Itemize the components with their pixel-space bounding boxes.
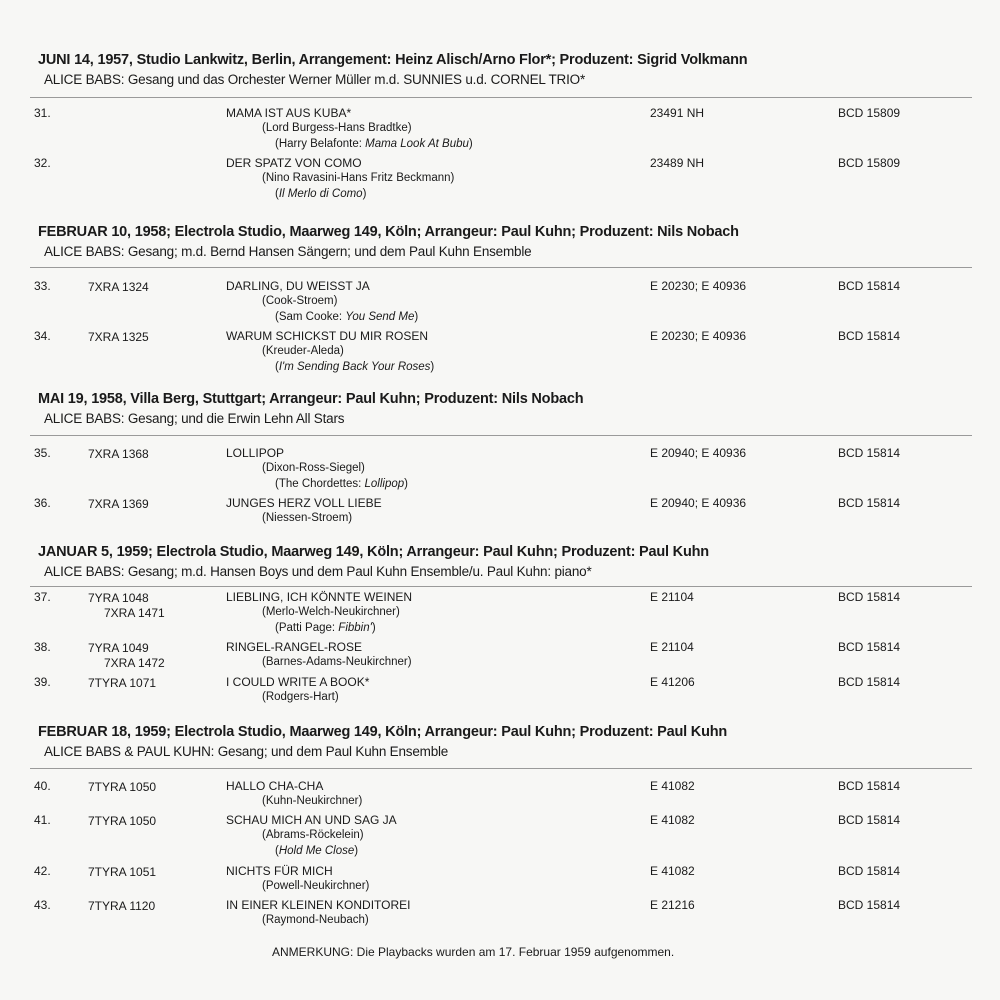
track-composers: (Cook-Stroem): [262, 295, 338, 307]
track-composers: (Rodgers-Hart): [262, 691, 339, 703]
track-row: [0, 446, 1000, 490]
track-catalog: 23489 NH: [650, 156, 705, 170]
track-original: (Il Merlo di Como): [275, 188, 367, 200]
track-number: 39.: [34, 675, 51, 689]
session-heading: FEBRUAR 10, 1958; Electrola Studio, Maarweg 149, Köln; Arrangeur: Paul Kuhn; Produzent: Nils Nobach: [38, 224, 739, 240]
track-original: (Patti Page: Fibbin'): [275, 622, 376, 634]
track-number: 41.: [34, 813, 51, 827]
track-composers: (Kuhn-Neukirchner): [262, 795, 363, 807]
track-matrix: 7TYRA 1050: [88, 814, 157, 828]
track-title: I COULD WRITE A BOOK*: [226, 675, 370, 689]
session-heading: JUNI 14, 1957, Studio Lankwitz, Berlin, Arrangement: Heinz Alisch/Arno Flor*; Produzent: Sigrid Volkmann: [38, 52, 748, 68]
track-matrix: 7TYRA 1120: [88, 899, 156, 913]
track-matrix: 7XRA 1369: [88, 497, 149, 511]
track-composers: (Dixon-Ross-Siegel): [262, 462, 365, 474]
track-title: NICHTS FÜR MICH: [226, 864, 333, 878]
track-catalog: E 41082: [650, 779, 695, 793]
track-bcd: BCD 15809: [838, 106, 901, 120]
track-bcd: BCD 15814: [838, 590, 901, 604]
track-matrix: 7YRA 1049: [88, 641, 149, 655]
track-original: (Harry Belafonte: Mama Look At Bubu): [275, 138, 473, 150]
track-row: [0, 279, 1000, 323]
track-row: [0, 106, 1000, 150]
track-original: (Sam Cooke: You Send Me): [275, 311, 419, 323]
track-number: 38.: [34, 640, 51, 654]
section-divider: [30, 435, 972, 436]
track-matrix: 7XRA 1324: [88, 280, 149, 294]
track-row: [0, 675, 1000, 715]
track-number: 43.: [34, 898, 51, 912]
track-bcd: BCD 15814: [838, 813, 901, 827]
track-number: 34.: [34, 329, 51, 343]
track-title: IN EINER KLEINEN KONDITOREI: [226, 898, 411, 912]
track-matrix: 7TYRA 1071: [88, 676, 157, 690]
session-personnel: ALICE BABS: Gesang und das Orchester Werner Müller m.d. SUNNIES u.d. CORNEL TRIO*: [44, 72, 586, 87]
track-bcd: BCD 15814: [838, 329, 901, 343]
track-number: 42.: [34, 864, 51, 878]
track-row: [0, 898, 1000, 938]
track-catalog: E 21104: [650, 590, 694, 604]
track-title: DER SPATZ VON COMO: [226, 156, 362, 170]
track-title: RINGEL-RANGEL-ROSE: [226, 640, 363, 654]
track-row: [0, 329, 1000, 373]
track-row: [0, 496, 1000, 536]
track-composers: (Kreuder-Aleda): [262, 345, 344, 357]
section-divider: [30, 586, 972, 587]
section-divider: [30, 768, 972, 769]
track-title: LOLLIPOP: [226, 446, 285, 460]
track-catalog: E 20230; E 40936: [650, 329, 747, 343]
track-bcd: BCD 15814: [838, 496, 901, 510]
footnote: ANMERKUNG: Die Playbacks wurden am 17. Februar 1959 aufgenommen.: [272, 945, 675, 959]
track-matrix: 7YRA 1048: [88, 591, 149, 605]
track-number: 35.: [34, 446, 51, 460]
track-catalog: E 41082: [650, 864, 695, 878]
track-composers: (Abrams-Röckelein): [262, 829, 364, 841]
track-title: DARLING, DU WEISST JA: [226, 279, 370, 293]
track-original: (The Chordettes: Lollipop): [275, 478, 408, 490]
track-composers: (Lord Burgess-Hans Bradtke): [262, 122, 412, 134]
track-composers: (Merlo-Welch-Neukirchner): [262, 606, 400, 618]
track-matrix: 7TYRA 1050: [88, 780, 157, 794]
track-matrix: 7XRA 1325: [88, 330, 149, 344]
track-bcd: BCD 15814: [838, 279, 901, 293]
track-number: 32.: [34, 156, 51, 170]
track-title: LIEBLING, ICH KÖNNTE WEINEN: [226, 590, 413, 604]
track-bcd: BCD 15814: [838, 864, 901, 878]
track-matrix-alt: 7XRA 1472: [104, 656, 165, 670]
track-catalog: E 21216: [650, 898, 695, 912]
track-composers: (Nino Ravasini-Hans Fritz Beckmann): [262, 172, 455, 184]
section-divider: [30, 97, 972, 98]
track-row: [0, 590, 1000, 634]
track-original: (Hold Me Close): [275, 845, 359, 857]
track-number: 40.: [34, 779, 51, 793]
track-title: HALLO CHA-CHA: [226, 779, 324, 793]
track-bcd: BCD 15814: [838, 675, 901, 689]
track-catalog: E 20230; E 40936: [650, 279, 747, 293]
track-original: (I'm Sending Back Your Roses): [275, 361, 435, 373]
track-title: JUNGES HERZ VOLL LIEBE: [226, 496, 382, 510]
track-composers: (Powell-Neukirchner): [262, 880, 370, 892]
track-number: 36.: [34, 496, 51, 510]
session-heading: MAI 19, 1958, Villa Berg, Stuttgart; Arrangeur: Paul Kuhn; Produzent: Nils Nobach: [38, 391, 584, 407]
track-title: WARUM SCHICKST DU MIR ROSEN: [226, 329, 429, 343]
track-bcd: BCD 15814: [838, 779, 901, 793]
section-divider: [30, 267, 972, 268]
track-bcd: BCD 15814: [838, 640, 901, 654]
session-heading: FEBRUAR 18, 1959; Electrola Studio, Maarweg 149, Köln; Arrangeur: Paul Kuhn; Produzent: Paul Kuhn: [38, 724, 728, 740]
track-composers: (Barnes-Adams-Neukirchner): [262, 656, 412, 668]
track-bcd: BCD 15809: [838, 156, 901, 170]
track-catalog: E 21104: [650, 640, 694, 654]
track-composers: (Niessen-Stroem): [262, 512, 353, 524]
track-row: [0, 813, 1000, 857]
track-matrix-alt: 7XRA 1471: [104, 606, 165, 620]
track-catalog: E 41082: [650, 813, 695, 827]
track-title: SCHAU MICH AN UND SAG JA: [226, 813, 397, 827]
track-bcd: BCD 15814: [838, 898, 901, 912]
track-row: [0, 640, 1000, 680]
track-catalog: E 41206: [650, 675, 695, 689]
session-personnel: ALICE BABS & PAUL KUHN: Gesang; und dem Paul Kuhn Ensemble: [44, 744, 449, 759]
track-catalog: 23491 NH: [650, 106, 705, 120]
session-personnel: ALICE BABS: Gesang; und die Erwin Lehn All Stars: [44, 411, 345, 426]
track-number: 37.: [34, 590, 51, 604]
track-number: 33.: [34, 279, 51, 293]
track-catalog: E 20940; E 40936: [650, 496, 747, 510]
track-matrix: 7TYRA 1051: [88, 865, 157, 879]
track-composers: (Raymond-Neubach): [262, 914, 369, 926]
track-catalog: E 20940; E 40936: [650, 446, 747, 460]
track-title: MAMA IST AUS KUBA*: [226, 106, 352, 120]
track-bcd: BCD 15814: [838, 446, 901, 460]
session-personnel: ALICE BABS: Gesang; m.d. Bernd Hansen Sängern; und dem Paul Kuhn Ensemble: [44, 244, 532, 259]
track-matrix: 7XRA 1368: [88, 447, 149, 461]
session-personnel: ALICE BABS: Gesang; m.d. Hansen Boys und dem Paul Kuhn Ensemble/u. Paul Kuhn: piano*: [44, 564, 592, 579]
track-row: [0, 156, 1000, 200]
track-number: 31.: [34, 106, 51, 120]
session-heading: JANUAR 5, 1959; Electrola Studio, Maarweg 149, Köln; Arrangeur: Paul Kuhn; Produzent: Paul Kuhn: [38, 544, 709, 560]
